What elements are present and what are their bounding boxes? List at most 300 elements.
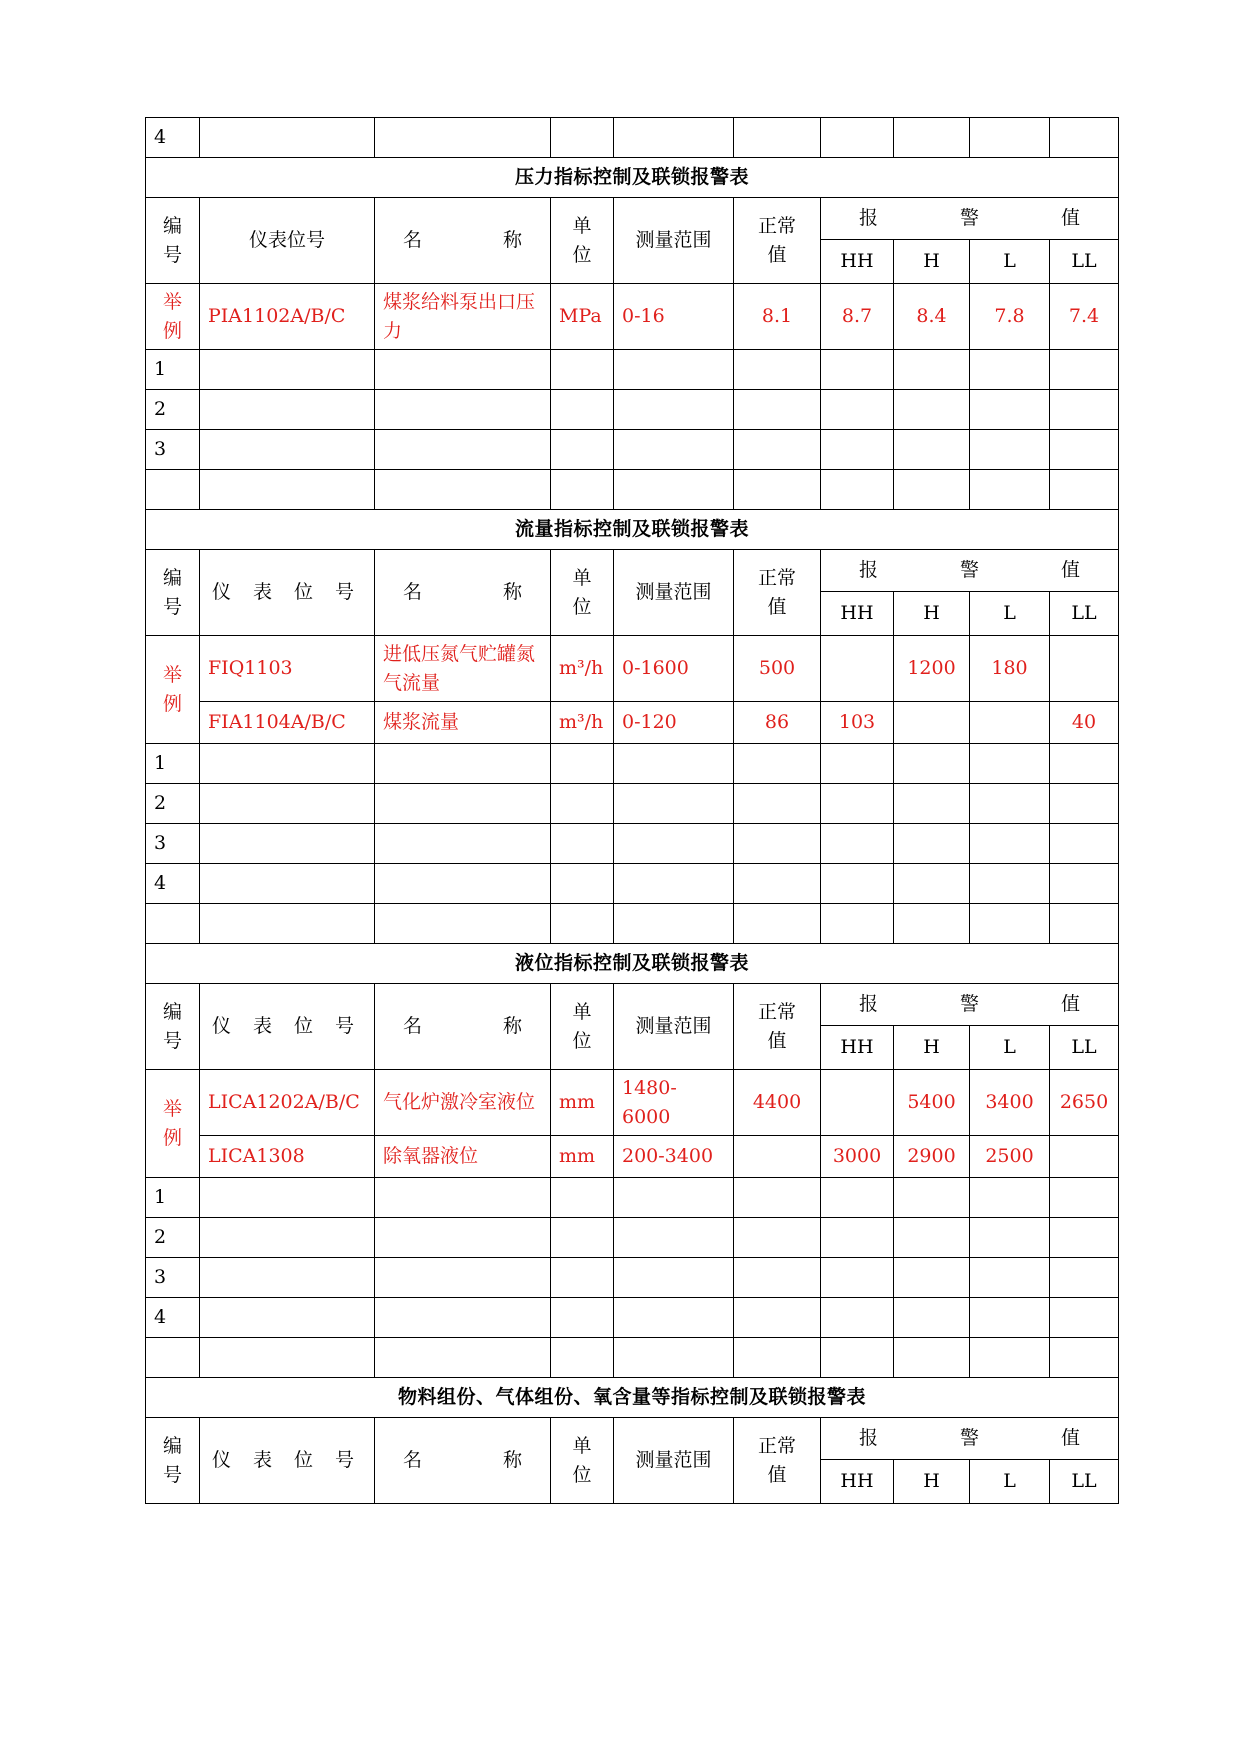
empty-cell [1050, 824, 1119, 864]
header-name [375, 198, 551, 284]
row-number: 4 [146, 118, 200, 158]
example-l: 3400 [970, 1070, 1050, 1136]
example-name: 进低压氮气贮罐氮气流量 [375, 636, 551, 702]
empty-cell [375, 1338, 551, 1378]
section-title: 物料组份、气体组份、氧含量等指标控制及联锁报警表 [146, 1378, 1119, 1418]
header-num [146, 1418, 200, 1504]
empty-cell [894, 350, 970, 390]
example-code: FIQ1103 [200, 636, 375, 702]
empty-cell [1050, 1298, 1119, 1338]
empty-cell [734, 118, 821, 158]
header-level-ll: LL [1050, 1026, 1119, 1070]
example-unit: mm [551, 1136, 614, 1178]
example-normal: 8.1 [734, 284, 821, 350]
example-unit: m³/h [551, 702, 614, 744]
header-alarm-char: 报 [859, 559, 879, 582]
header-name-char: 称 [502, 581, 522, 604]
header-normal-char: 值 [767, 1029, 787, 1052]
table-row [146, 636, 1119, 702]
header-alarm-char: 警 [959, 1427, 979, 1450]
empty-cell [375, 118, 551, 158]
empty-cell [970, 1218, 1050, 1258]
header-num-char: 号 [162, 1463, 182, 1486]
table-row [146, 1070, 1119, 1136]
table-row [146, 550, 1119, 592]
header-level-l: L [970, 592, 1050, 636]
header-unit-char: 单 [572, 1435, 592, 1457]
empty-cell [970, 864, 1050, 904]
empty-cell [821, 118, 894, 158]
table-row [146, 1418, 1119, 1460]
empty-cell [200, 1338, 375, 1378]
header-alarm-char: 值 [1060, 207, 1080, 230]
row-number: 3 [146, 430, 200, 470]
empty-cell [894, 864, 970, 904]
empty-cell [551, 1258, 614, 1298]
empty-cell [821, 1178, 894, 1218]
section-title: 流量指标控制及联锁报警表 [146, 510, 1119, 550]
empty-cell [614, 904, 734, 944]
example-l: 180 [970, 636, 1050, 702]
table-row [146, 1136, 1119, 1178]
header-unit [551, 198, 614, 284]
header-level-l: L [970, 1026, 1050, 1070]
table-row [146, 1338, 1119, 1378]
example-h: 1200 [894, 636, 970, 702]
header-code: 仪表位号 [200, 198, 375, 284]
example-l [970, 702, 1050, 744]
header-num-char: 号 [162, 1029, 182, 1052]
empty-cell [614, 1298, 734, 1338]
header-code: 仪 表 位 号 [200, 550, 375, 636]
empty-cell [551, 350, 614, 390]
table-row [146, 158, 1119, 198]
example-hh: 3000 [821, 1136, 894, 1178]
example-normal: 86 [734, 702, 821, 744]
empty-cell [894, 784, 970, 824]
empty-cell [614, 430, 734, 470]
example-label [146, 284, 200, 350]
table-row [146, 784, 1119, 824]
empty-cell [821, 1258, 894, 1298]
empty-cell [614, 744, 734, 784]
empty-cell [1050, 864, 1119, 904]
empty-cell [894, 1298, 970, 1338]
empty-cell [614, 1178, 734, 1218]
header-normal [734, 1418, 821, 1504]
header-code: 仪 表 位 号 [200, 1418, 375, 1504]
header-normal-char: 正常 [757, 1435, 796, 1457]
empty-cell [734, 470, 821, 510]
empty-cell [1050, 1338, 1119, 1378]
table-row [146, 284, 1119, 350]
empty-cell [970, 1258, 1050, 1298]
header-name [375, 984, 551, 1070]
empty-cell [614, 1338, 734, 1378]
empty-cell [970, 470, 1050, 510]
empty-cell [734, 1258, 821, 1298]
header-normal-char: 值 [767, 1463, 787, 1486]
header-normal-char: 值 [767, 243, 787, 266]
empty-cell [1050, 390, 1119, 430]
empty-cell [734, 430, 821, 470]
empty-cell [1050, 784, 1119, 824]
header-level-hh: HH [821, 1026, 894, 1070]
empty-cell [734, 864, 821, 904]
example-code: FIA1104A/B/C [200, 702, 375, 744]
empty-cell [734, 1298, 821, 1338]
empty-cell [551, 784, 614, 824]
empty-cell [734, 1218, 821, 1258]
empty-cell [1050, 118, 1119, 158]
example-name: 除氧器液位 [375, 1136, 551, 1178]
empty-cell [821, 1338, 894, 1378]
example-label [146, 1070, 200, 1178]
header-name-char: 称 [502, 1015, 522, 1038]
table-row [146, 824, 1119, 864]
example-label-char: 例 [162, 1126, 182, 1149]
table-row [146, 904, 1119, 944]
table-row [146, 1378, 1119, 1418]
header-alarm-char: 警 [959, 993, 979, 1016]
header-unit-char: 单 [572, 567, 592, 589]
empty-cell [200, 784, 375, 824]
empty-cell [970, 390, 1050, 430]
empty-cell [970, 784, 1050, 824]
header-name-char: 名 [403, 581, 423, 604]
header-name-char: 名 [403, 1449, 423, 1472]
empty-cell [970, 904, 1050, 944]
example-ll: 7.4 [1050, 284, 1119, 350]
empty-cell [551, 470, 614, 510]
empty-cell [200, 1258, 375, 1298]
empty-cell [551, 1178, 614, 1218]
header-level-hh: HH [821, 1460, 894, 1504]
header-range: 测量范围 [614, 198, 734, 284]
header-num-char: 号 [162, 243, 182, 266]
row-number: 1 [146, 350, 200, 390]
empty-cell [200, 118, 375, 158]
empty-cell [894, 744, 970, 784]
header-unit-char: 位 [572, 1029, 592, 1052]
empty-cell [375, 744, 551, 784]
empty-cell [894, 430, 970, 470]
header-range: 测量范围 [614, 550, 734, 636]
empty-cell [200, 1218, 375, 1258]
header-alarm [821, 984, 1119, 1026]
row-number: 3 [146, 824, 200, 864]
empty-cell [614, 864, 734, 904]
header-level-h: H [894, 1460, 970, 1504]
empty-cell [614, 784, 734, 824]
section-title: 压力指标控制及联锁报警表 [146, 158, 1119, 198]
row-number: 1 [146, 1178, 200, 1218]
example-h [894, 702, 970, 744]
example-ll [1050, 1136, 1119, 1178]
empty-cell [734, 1178, 821, 1218]
header-normal-char: 正常 [757, 1001, 796, 1023]
empty-cell [1050, 904, 1119, 944]
empty-cell [821, 824, 894, 864]
header-num [146, 550, 200, 636]
header-range: 测量范围 [614, 984, 734, 1070]
example-hh [821, 636, 894, 702]
row-number [146, 1338, 200, 1378]
header-name [375, 550, 551, 636]
empty-cell [375, 430, 551, 470]
empty-cell [821, 1298, 894, 1338]
example-range: 0-1600 [614, 636, 734, 702]
empty-cell [375, 864, 551, 904]
row-number: 2 [146, 784, 200, 824]
header-level-l: L [970, 240, 1050, 284]
empty-cell [970, 430, 1050, 470]
empty-cell [375, 470, 551, 510]
example-name: 煤浆流量 [375, 702, 551, 744]
empty-cell [734, 744, 821, 784]
header-num [146, 984, 200, 1070]
empty-cell [821, 430, 894, 470]
empty-cell [200, 350, 375, 390]
alarm-tables-document [145, 117, 1118, 1504]
empty-cell [1050, 744, 1119, 784]
header-level-ll: LL [1050, 592, 1119, 636]
empty-cell [614, 1218, 734, 1258]
header-normal [734, 198, 821, 284]
empty-cell [614, 824, 734, 864]
header-num-char: 号 [162, 595, 182, 618]
table-row [146, 944, 1119, 984]
empty-cell [551, 1298, 614, 1338]
row-number: 1 [146, 744, 200, 784]
header-normal-char: 正常 [757, 567, 796, 589]
header-alarm-char: 报 [859, 207, 879, 230]
example-normal: 500 [734, 636, 821, 702]
header-unit-char: 单 [572, 215, 592, 237]
example-l: 7.8 [970, 284, 1050, 350]
empty-cell [375, 350, 551, 390]
empty-cell [894, 904, 970, 944]
empty-cell [375, 824, 551, 864]
header-alarm-char: 值 [1060, 559, 1080, 582]
table-row [146, 1178, 1119, 1218]
empty-cell [894, 390, 970, 430]
header-num-char: 编 [162, 215, 182, 237]
empty-cell [200, 864, 375, 904]
header-alarm-char: 报 [859, 993, 879, 1016]
header-unit-char: 位 [572, 595, 592, 618]
example-range: 0-120 [614, 702, 734, 744]
example-unit: m³/h [551, 636, 614, 702]
empty-cell [551, 864, 614, 904]
table-row [146, 702, 1119, 744]
empty-cell [734, 904, 821, 944]
example-name: 气化炉激冷室液位 [375, 1070, 551, 1136]
empty-cell [1050, 350, 1119, 390]
example-h: 2900 [894, 1136, 970, 1178]
example-range: 0-16 [614, 284, 734, 350]
empty-cell [821, 1218, 894, 1258]
empty-cell [734, 350, 821, 390]
empty-cell [734, 824, 821, 864]
empty-cell [375, 390, 551, 430]
row-number: 2 [146, 390, 200, 430]
empty-cell [551, 390, 614, 430]
empty-cell [551, 744, 614, 784]
example-h: 8.4 [894, 284, 970, 350]
empty-cell [614, 470, 734, 510]
header-num-char: 编 [162, 567, 182, 589]
example-range: 200-3400 [614, 1136, 734, 1178]
empty-cell [200, 1298, 375, 1338]
header-normal-char: 值 [767, 595, 787, 618]
empty-cell [200, 430, 375, 470]
example-label-char: 例 [162, 692, 182, 715]
empty-cell [200, 470, 375, 510]
empty-cell [551, 1338, 614, 1378]
row-number [146, 904, 200, 944]
empty-cell [1050, 1258, 1119, 1298]
table-row [146, 510, 1119, 550]
table-row [146, 744, 1119, 784]
header-num-char: 编 [162, 1001, 182, 1023]
header-level-ll: LL [1050, 240, 1119, 284]
empty-cell [1050, 1178, 1119, 1218]
empty-cell [551, 118, 614, 158]
row-number: 4 [146, 864, 200, 904]
example-label [146, 636, 200, 744]
empty-cell [614, 350, 734, 390]
empty-cell [970, 1298, 1050, 1338]
example-h: 5400 [894, 1070, 970, 1136]
header-level-ll: LL [1050, 1460, 1119, 1504]
example-unit: MPa [551, 284, 614, 350]
empty-cell [1050, 470, 1119, 510]
empty-cell [821, 744, 894, 784]
empty-cell [1050, 430, 1119, 470]
empty-cell [970, 118, 1050, 158]
example-name: 煤浆给料泵出口压力 [375, 284, 551, 350]
row-number: 4 [146, 1298, 200, 1338]
header-alarm-char: 报 [859, 1427, 879, 1450]
example-code: LICA1202A/B/C [200, 1070, 375, 1136]
table-row [146, 984, 1119, 1026]
empty-cell [614, 118, 734, 158]
header-unit-char: 位 [572, 243, 592, 266]
example-label-char: 举 [162, 291, 182, 313]
example-unit: mm [551, 1070, 614, 1136]
table-row [146, 350, 1119, 390]
example-hh: 103 [821, 702, 894, 744]
example-range: 1480-6000 [614, 1070, 734, 1136]
empty-cell [734, 390, 821, 430]
header-level-h: H [894, 1026, 970, 1070]
empty-cell [821, 864, 894, 904]
header-code: 仪 表 位 号 [200, 984, 375, 1070]
empty-cell [894, 118, 970, 158]
example-code: PIA1102A/B/C [200, 284, 375, 350]
empty-cell [821, 784, 894, 824]
section-title: 液位指标控制及联锁报警表 [146, 944, 1119, 984]
header-alarm [821, 1418, 1119, 1460]
empty-cell [970, 1178, 1050, 1218]
empty-cell [200, 744, 375, 784]
header-name [375, 1418, 551, 1504]
header-name-char: 称 [502, 229, 522, 252]
example-ll: 2650 [1050, 1070, 1119, 1136]
example-ll: 40 [1050, 702, 1119, 744]
example-normal: 4400 [734, 1070, 821, 1136]
example-l: 2500 [970, 1136, 1050, 1178]
empty-cell [734, 1338, 821, 1378]
example-label-char: 举 [162, 1098, 182, 1120]
header-unit-char: 单 [572, 1001, 592, 1023]
example-code: LICA1308 [200, 1136, 375, 1178]
example-ll [1050, 636, 1119, 702]
example-hh [821, 1070, 894, 1136]
empty-cell [375, 1178, 551, 1218]
header-alarm-char: 值 [1060, 1427, 1080, 1450]
empty-cell [200, 824, 375, 864]
header-name-char: 名 [403, 1015, 423, 1038]
header-unit [551, 984, 614, 1070]
header-name-char: 称 [502, 1449, 522, 1472]
header-alarm-char: 值 [1060, 993, 1080, 1016]
empty-cell [614, 1258, 734, 1298]
header-level-h: H [894, 592, 970, 636]
empty-cell [970, 1338, 1050, 1378]
empty-cell [200, 1178, 375, 1218]
empty-cell [894, 1338, 970, 1378]
empty-cell [821, 470, 894, 510]
header-unit-char: 位 [572, 1463, 592, 1486]
empty-cell [375, 1298, 551, 1338]
header-normal [734, 550, 821, 636]
row-number [146, 470, 200, 510]
example-label-char: 举 [162, 664, 182, 686]
header-alarm-char: 警 [959, 559, 979, 582]
example-hh: 8.7 [821, 284, 894, 350]
alarm-table [145, 117, 1119, 1504]
empty-cell [894, 1258, 970, 1298]
table-row [146, 1298, 1119, 1338]
header-alarm [821, 198, 1119, 240]
empty-cell [821, 350, 894, 390]
empty-cell [200, 390, 375, 430]
row-number: 2 [146, 1218, 200, 1258]
empty-cell [551, 824, 614, 864]
row-number: 3 [146, 1258, 200, 1298]
example-normal [734, 1136, 821, 1178]
header-level-h: H [894, 240, 970, 284]
empty-cell [734, 784, 821, 824]
empty-cell [551, 430, 614, 470]
empty-cell [375, 784, 551, 824]
header-name-char: 名 [403, 229, 423, 252]
header-unit [551, 1418, 614, 1504]
empty-cell [970, 350, 1050, 390]
empty-cell [551, 1218, 614, 1258]
header-alarm-char: 警 [959, 207, 979, 230]
empty-cell [614, 390, 734, 430]
empty-cell [1050, 1218, 1119, 1258]
empty-cell [894, 1218, 970, 1258]
table-row [146, 470, 1119, 510]
empty-cell [970, 744, 1050, 784]
table-row [146, 1258, 1119, 1298]
table-row [146, 118, 1119, 158]
empty-cell [894, 824, 970, 864]
